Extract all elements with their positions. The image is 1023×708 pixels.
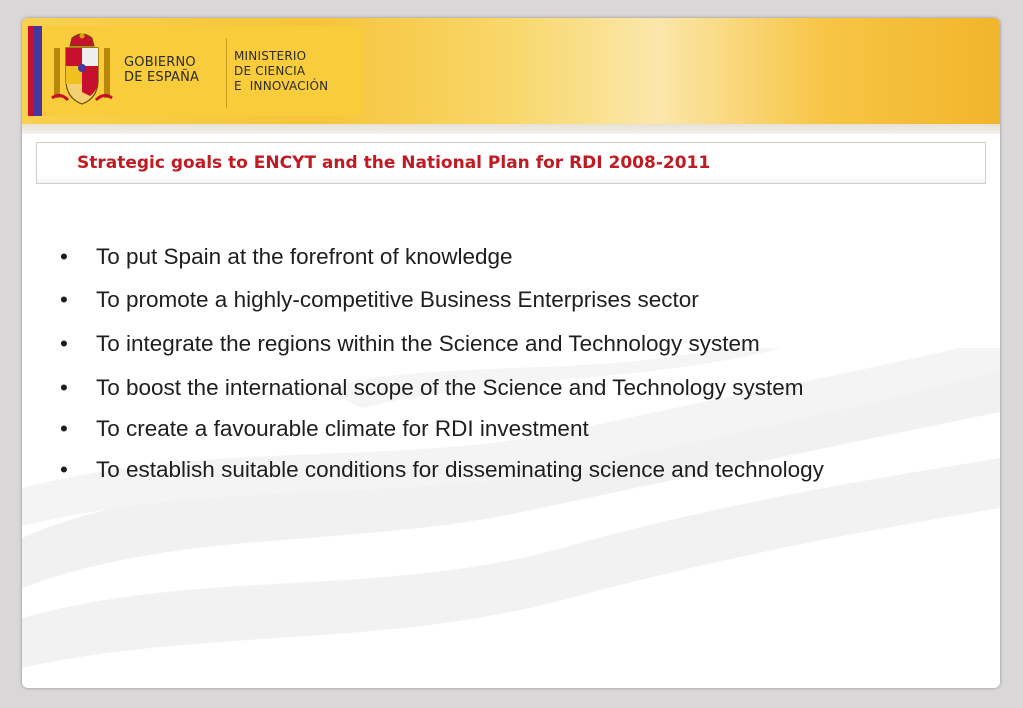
goal-text: To establish suitable conditions for disseminating science and technology <box>96 457 824 482</box>
bullet: • <box>60 287 68 312</box>
gobierno-label: GOBIERNO DE ESPAÑA <box>124 55 200 85</box>
list-item <box>50 375 804 401</box>
government-logo <box>28 26 362 116</box>
slide <box>22 18 1000 688</box>
bullet: • <box>60 375 68 400</box>
title-bar <box>36 142 986 184</box>
list-item <box>50 244 513 270</box>
goal-text: To create a favourable climate for RDI investment <box>96 416 589 441</box>
list-item <box>50 331 760 357</box>
list-item <box>50 416 589 442</box>
logo-divider <box>226 38 227 108</box>
bullet: • <box>60 331 68 356</box>
goal-text: To boost the international scope of the Science and Technology system <box>96 375 804 400</box>
bullet: • <box>60 416 68 441</box>
list-item <box>50 457 824 483</box>
bullet: • <box>60 457 68 482</box>
header-divider <box>22 124 1000 134</box>
flag-strip <box>28 26 42 116</box>
slide-title: Strategic goals to ENCYT and the National Plan for RDI 2008-2011 <box>77 153 711 173</box>
ministerio-label: MINISTERIO DE CIENCIA E INNOVACIÓN <box>234 49 329 93</box>
coat-of-arms-icon <box>50 32 114 110</box>
goal-text: To put Spain at the forefront of knowledge <box>96 244 513 269</box>
goal-text: To integrate the regions within the Science and Technology system <box>96 331 760 356</box>
bullet: • <box>60 244 68 269</box>
list-item <box>50 287 699 313</box>
goal-text: To promote a highly-competitive Business Enterprises sector <box>96 287 699 312</box>
